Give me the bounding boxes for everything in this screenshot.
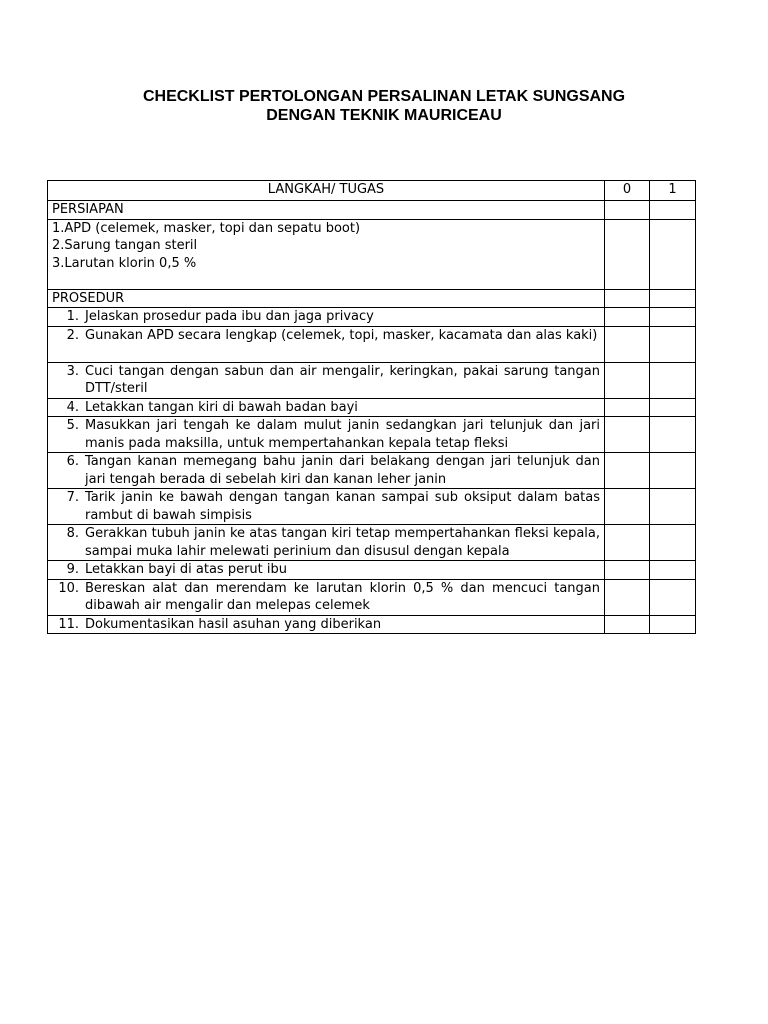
- document-title: [0, 87, 768, 125]
- section-header-prosedur: PROSEDUR: [48, 289, 605, 308]
- step-number: 8.: [66, 526, 79, 541]
- step-cell: [48, 615, 605, 634]
- prep-items-row: [48, 219, 696, 289]
- prep-item: 3.Larutan klorin 0,5 %: [52, 255, 197, 271]
- step-cell: [48, 308, 605, 327]
- step-cell: [48, 561, 605, 580]
- score-cell-1: [650, 579, 696, 615]
- score-cell-0: [605, 308, 650, 327]
- header-score-0: 0: [605, 181, 650, 201]
- table-row: [48, 417, 696, 453]
- score-cell-1: [650, 289, 696, 308]
- score-cell-1: [650, 362, 696, 398]
- step-number: 10.: [58, 580, 79, 596]
- score-cell-0: [605, 525, 650, 561]
- step-text: Gunakan APD secara lengkap (celemek, topi, masker, kacamata dan alas kaki): [85, 327, 598, 343]
- step-text: Gerakkan tubuh janin ke atas tangan kiri tetap mempertahankan fleksi kepala, sampai muka lahir melewati perinium dan disusul dengan kepala: [85, 526, 600, 559]
- step-number: 4.: [66, 399, 79, 415]
- step-number: 5.: [66, 418, 79, 433]
- header-task: LANGKAH/ TUGAS: [48, 181, 605, 201]
- score-cell-0: [605, 398, 650, 417]
- prep-item: 1.APD (celemek, masker, topi dan sepatu boot): [52, 220, 361, 236]
- section-row-prosedur: [48, 289, 696, 308]
- step-number: 11.: [58, 616, 79, 632]
- step-text: Jelaskan prosedur pada ibu dan jaga privacy: [85, 309, 374, 324]
- table-row: [48, 489, 696, 525]
- score-cell-1: [650, 219, 696, 289]
- score-cell-0: [605, 362, 650, 398]
- table-row: [48, 308, 696, 327]
- step-text: Cuci tangan dengan sabun dan air mengalir, keringkan, pakai sarung tangan DTT/steril: [85, 363, 600, 396]
- step-text: Tarik janin ke bawah dengan tangan kanan sampai sub oksiput dalam batas rambut di bawah simpisis: [85, 490, 600, 523]
- step-number: 1.: [66, 309, 79, 324]
- table-row: [48, 615, 696, 634]
- step-cell: [48, 489, 605, 525]
- score-cell-1: [650, 453, 696, 489]
- score-cell-1: [650, 489, 696, 525]
- table-header-row: [48, 181, 696, 201]
- step-text: Letakkan bayi di atas perut ibu: [85, 562, 287, 577]
- score-cell-0: [605, 579, 650, 615]
- score-cell-0: [605, 417, 650, 453]
- step-cell: [48, 398, 605, 417]
- score-cell-1: [650, 525, 696, 561]
- step-cell: [48, 326, 605, 362]
- score-cell-0: [605, 453, 650, 489]
- step-text: Masukkan jari tengah ke dalam mulut janin sedangkan jari telunjuk dan jari manis pada maksilla, untuk mempertahankan kepala tetap fleksi: [85, 418, 600, 451]
- step-cell: [48, 525, 605, 561]
- step-text: Letakkan tangan kiri di bawah badan bayi: [85, 399, 358, 415]
- table-row: [48, 579, 696, 615]
- step-number: 3.: [66, 363, 79, 379]
- table-row: [48, 561, 696, 580]
- score-cell-0: [605, 289, 650, 308]
- step-number: 7.: [66, 490, 79, 505]
- score-cell-1: [650, 398, 696, 417]
- header-score-1: 1: [650, 181, 696, 201]
- step-number: 6.: [66, 454, 79, 469]
- step-cell: [48, 362, 605, 398]
- step-text: Bereskan alat dan merendam ke larutan klorin 0,5 % dan mencuci tangan dibawah air mengalir dan melepas celemek: [85, 580, 600, 613]
- section-row-persiapan: [48, 201, 696, 220]
- score-cell-0: [605, 615, 650, 634]
- score-cell-1: [650, 615, 696, 634]
- step-text: Tangan kanan memegang bahu janin dari belakang dengan jari telunjuk dan jari tengah berada di sebelah kiri dan kanan leher janin: [85, 454, 600, 487]
- step-cell: [48, 579, 605, 615]
- score-cell-0: [605, 326, 650, 362]
- title-line-2: DENGAN TEKNIK MAURICEAU: [266, 107, 502, 124]
- score-cell-0: [605, 201, 650, 220]
- step-cell: [48, 453, 605, 489]
- prep-items-cell: [48, 219, 605, 289]
- step-number: 9.: [66, 562, 79, 577]
- score-cell-1: [650, 308, 696, 327]
- step-text: Dokumentasikan hasil asuhan yang diberikan: [85, 616, 382, 632]
- step-number: 2.: [66, 327, 79, 343]
- score-cell-0: [605, 489, 650, 525]
- table-row: [48, 398, 696, 417]
- score-cell-1: [650, 417, 696, 453]
- table-row: [48, 326, 696, 362]
- prep-item: 2.Sarung tangan steril: [52, 238, 198, 253]
- table-row: [48, 525, 696, 561]
- table-row: [48, 362, 696, 398]
- step-cell: [48, 417, 605, 453]
- score-cell-0: [605, 219, 650, 289]
- score-cell-1: [650, 326, 696, 362]
- table-row: [48, 453, 696, 489]
- title-line-1: CHECKLIST PERTOLONGAN PERSALINAN LETAK SUNGSANG: [142, 88, 626, 105]
- checklist-table: [47, 180, 696, 634]
- score-cell-1: [650, 201, 696, 220]
- score-cell-0: [605, 561, 650, 580]
- section-header-persiapan: PERSIAPAN: [48, 201, 605, 220]
- score-cell-1: [650, 561, 696, 580]
